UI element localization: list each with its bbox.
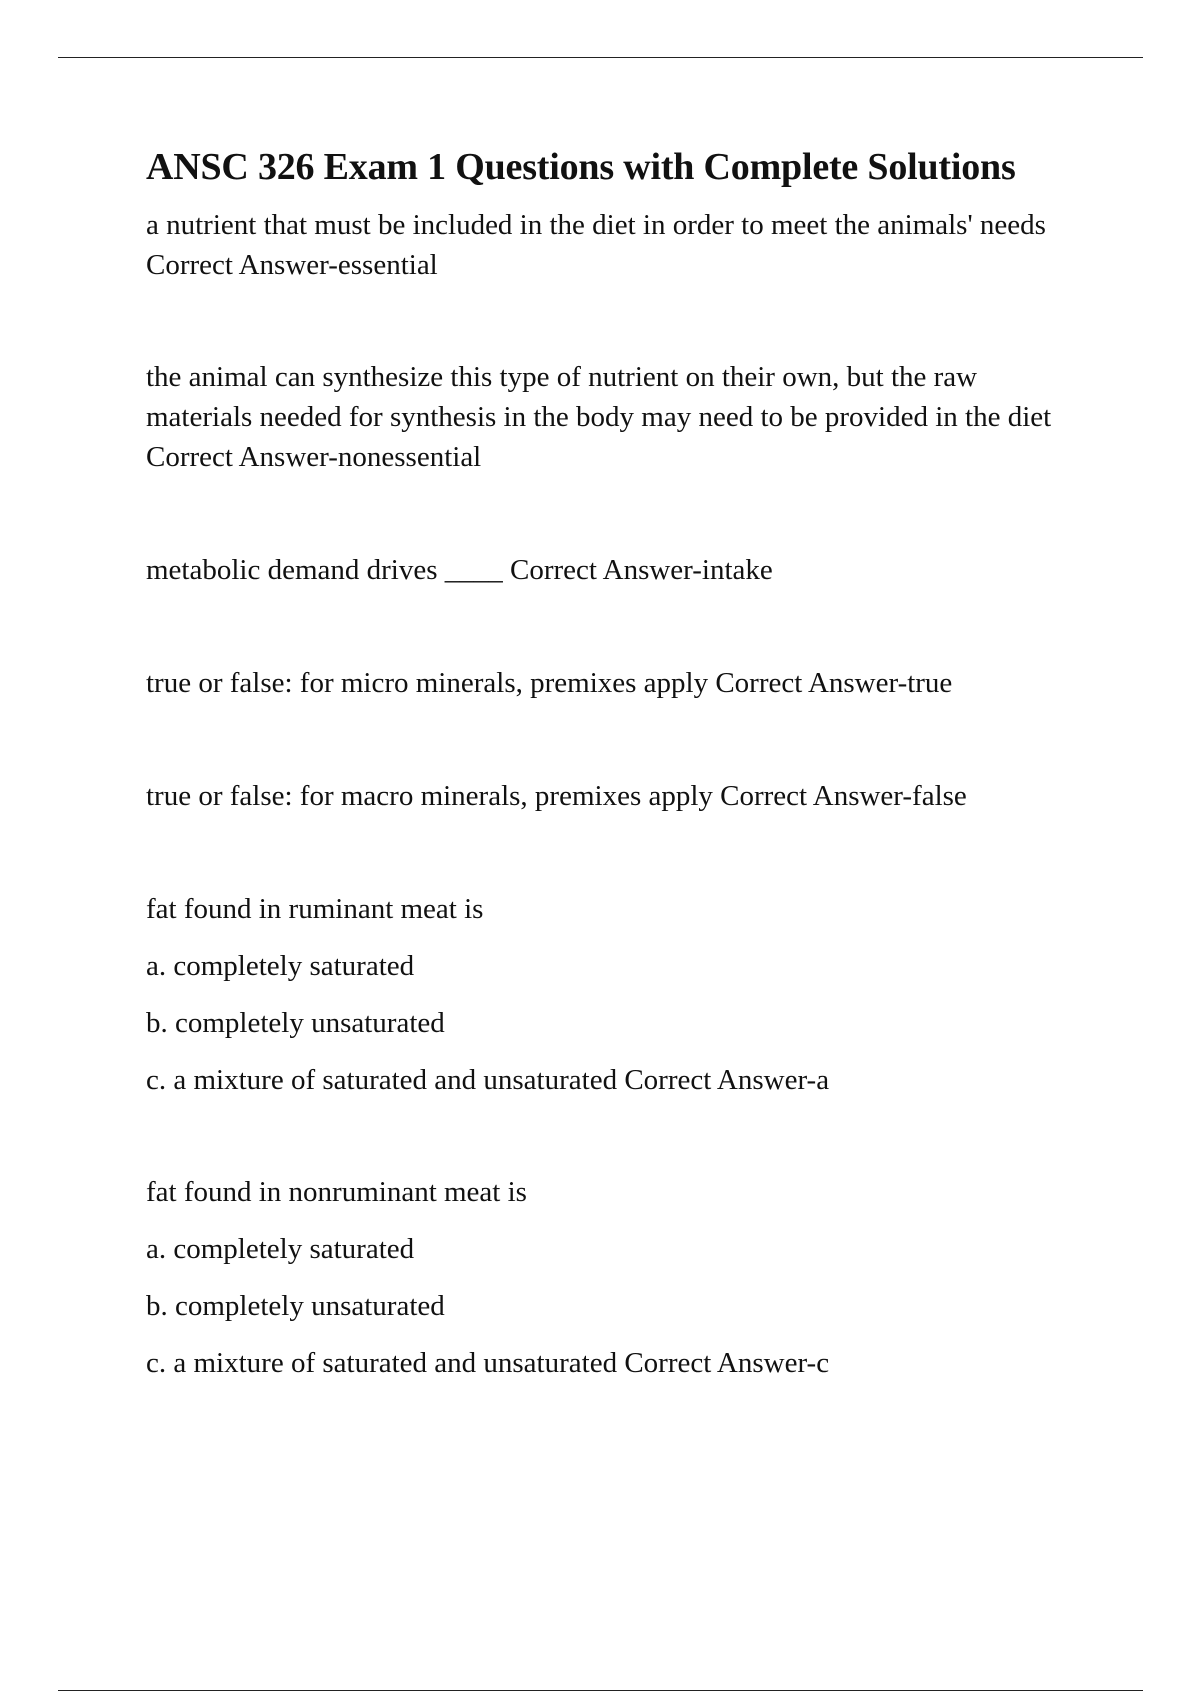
question-text: fat found in nonruminant meat is xyxy=(146,1176,527,1208)
option-b: b. completely unsaturated xyxy=(146,1290,445,1322)
question-text: the animal can synthesize this type of nutrient on their own, but the raw materials needed for synthesis in the body may need to be provided in the diet Correct Answer-nonessential xyxy=(146,361,1052,473)
question-nonessential xyxy=(146,357,1086,477)
option-c: c. a mixture of saturated and unsaturated Correct Answer-a xyxy=(146,1064,830,1096)
option-b: b. completely unsaturated xyxy=(146,1007,445,1039)
question-macro-minerals xyxy=(146,776,1086,816)
document-body xyxy=(146,141,1086,1383)
question-nonruminant-fat xyxy=(146,1172,1086,1383)
question-text: true or false: for macro minerals, premixes apply Correct Answer-false xyxy=(146,780,967,812)
question-text: fat found in ruminant meat is xyxy=(146,893,484,925)
document-title: ANSC 326 Exam 1 Questions with Complete Solutions xyxy=(146,146,1016,188)
option-c: c. a mixture of saturated and unsaturated Correct Answer-c xyxy=(146,1347,830,1379)
option-a: a. completely saturated xyxy=(146,1233,415,1265)
question-micro-minerals xyxy=(146,663,1086,703)
question-text: true or false: for micro minerals, premixes apply Correct Answer-true xyxy=(146,667,953,699)
question-text: a nutrient that must be included in the diet in order to meet the animals' needs Correct Answer-essential xyxy=(146,209,1046,281)
footer-rule xyxy=(58,1690,1143,1691)
question-essential xyxy=(146,205,1086,285)
option-a: a. completely saturated xyxy=(146,950,415,982)
question-text: metabolic demand drives ____ Correct Answer-intake xyxy=(146,554,773,586)
header-rule xyxy=(58,57,1143,58)
question-metabolic-demand xyxy=(146,550,1086,590)
question-ruminant-fat xyxy=(146,889,1086,1100)
